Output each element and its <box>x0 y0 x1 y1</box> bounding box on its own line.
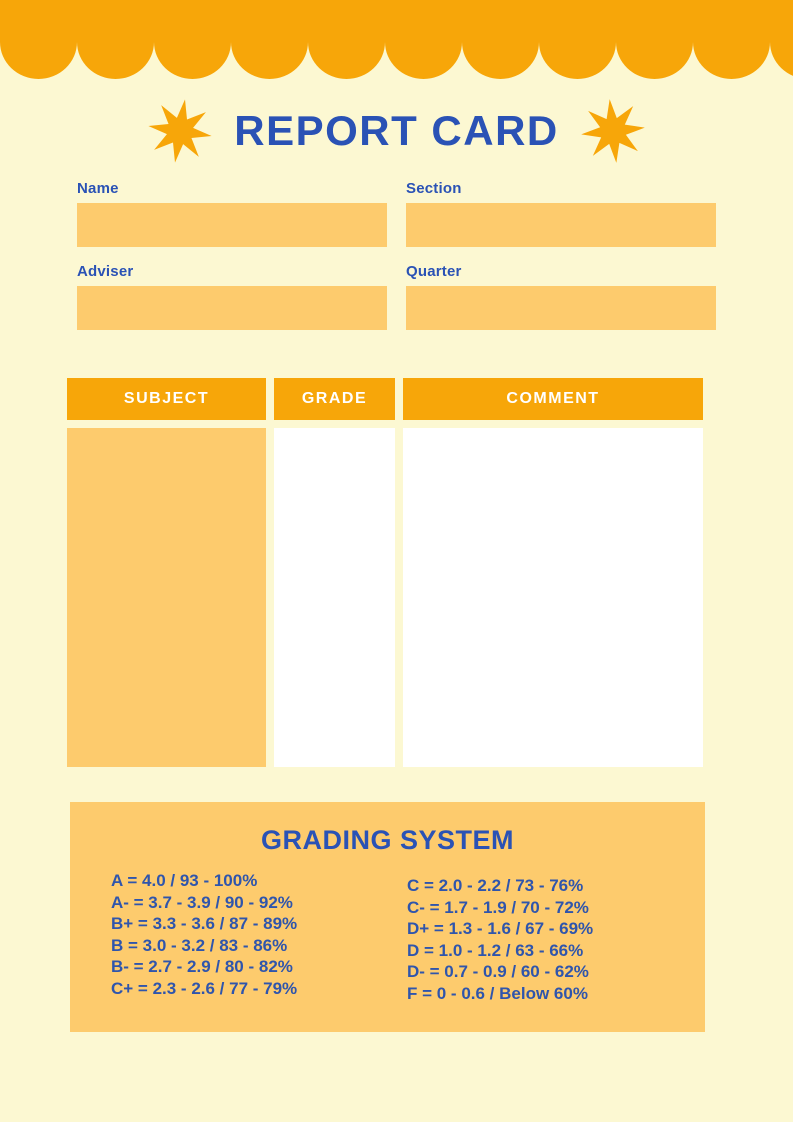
grading-line: B- = 2.7 - 2.9 / 80 - 82% <box>111 957 293 977</box>
grading-line: A- = 3.7 - 3.9 / 90 - 92% <box>111 892 293 912</box>
subject-header: SUBJECT <box>67 378 266 420</box>
grading-column-right <box>407 870 705 1005</box>
grading-line: D+ = 1.3 - 1.6 / 67 - 69% <box>407 919 594 939</box>
quarter-input[interactable] <box>406 286 716 330</box>
starburst-icon <box>144 94 217 167</box>
grade-column-input[interactable] <box>274 428 395 767</box>
grading-column-left <box>111 870 407 1005</box>
student-info-form <box>77 181 716 330</box>
grading-line: C+ = 2.3 - 2.6 / 77 - 79% <box>111 979 298 999</box>
field-section <box>406 181 716 247</box>
comment-header: COMMENT <box>403 378 703 420</box>
grading-line: C = 2.0 - 2.2 / 73 - 76% <box>407 876 584 896</box>
section-input[interactable] <box>406 203 716 247</box>
grading-line: A = 4.0 / 93 - 100% <box>111 871 258 891</box>
grades-table <box>67 378 703 767</box>
grade-header: GRADE <box>274 378 395 420</box>
quarter-label: Quarter <box>406 263 462 280</box>
field-adviser <box>77 264 387 330</box>
grading-line: D- = 0.7 - 0.9 / 60 - 62% <box>407 962 589 982</box>
scalloped-border <box>0 0 793 80</box>
grading-system-columns <box>70 870 705 1005</box>
page-title: REPORT CARD <box>234 107 559 154</box>
field-quarter <box>406 264 716 330</box>
comment-column-input[interactable] <box>403 428 703 767</box>
subject-column-input[interactable] <box>67 428 266 767</box>
section-label: Section <box>406 180 462 197</box>
grading-line: B = 3.0 - 3.2 / 83 - 86% <box>111 935 288 955</box>
title-row <box>0 96 793 166</box>
grading-system-title: GRADING SYSTEM <box>260 825 515 855</box>
name-input[interactable] <box>77 203 387 247</box>
grades-table-header <box>67 378 703 420</box>
adviser-input[interactable] <box>77 286 387 330</box>
starburst-icon <box>578 96 648 166</box>
adviser-label: Adviser <box>77 263 134 280</box>
grades-table-body <box>67 428 703 767</box>
name-label: Name <box>77 180 119 197</box>
grading-line: B+ = 3.3 - 3.6 / 87 - 89% <box>111 914 298 934</box>
grading-line: F = 0 - 0.6 / Below 60% <box>407 984 588 1004</box>
grading-system-panel <box>70 802 705 1032</box>
field-name <box>77 181 387 247</box>
grading-line: C- = 1.7 - 1.9 / 70 - 72% <box>407 897 589 917</box>
grading-line: D = 1.0 - 1.2 / 63 - 66% <box>407 940 584 960</box>
